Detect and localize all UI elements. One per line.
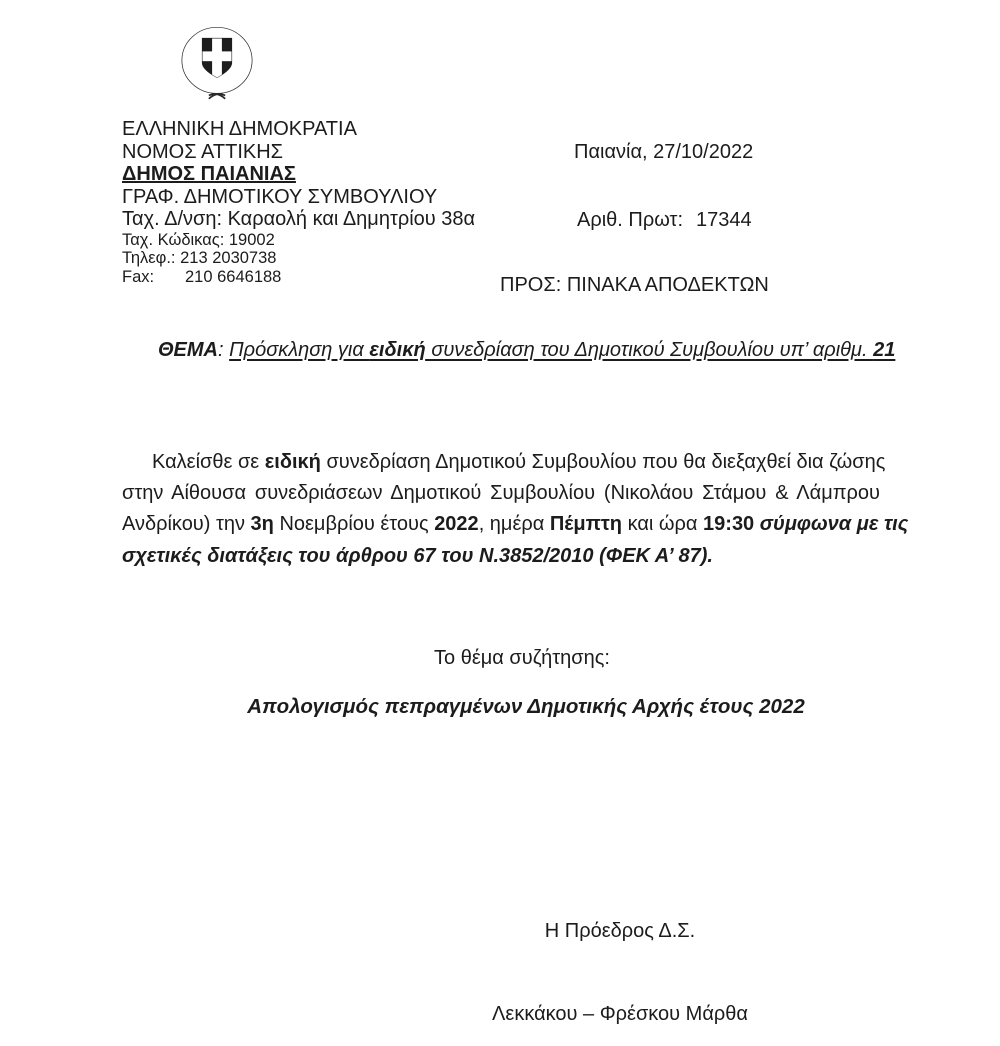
body-paragraph [122,447,909,572]
address-line: Ταχ. Δ/νση: Καραολή και Δημητρίου 38α [122,208,476,231]
fax-value: 210 6646188 [185,267,282,286]
agenda-item-line: Απολογισμός πεπραγμένων Δημοτικής Αρχής έτους 2022 [247,695,805,718]
protocol-value: 17344 [696,209,752,231]
body-line-3: Ανδρίκου) την 3η Νοεμβρίου έτους 2022, ημέρα Πέμπτη και ώρα 19:30 σύμφωνα με τις [122,513,909,536]
agenda-intro-line: Το θέμα συζήτησης: [434,647,610,669]
municipality-line: ΔΗΜΟΣ ΠΑΙΑΝΙΑΣ [122,163,296,186]
recipient-line: ΠΡΟΣ: ΠΙΝΑΚΑ ΑΠΟΔΕΚΤΩΝ [500,274,769,296]
body-line-2: στην Αίθουσα συνεδριάσεων Δημοτικού Συμβουλίου (Νικολάου Στάμου & Λάμπρου [122,482,880,505]
sender-header-block [122,118,475,231]
country-line: ΕΛΛΗΝΙΚΗ ΔΗΜΟΚΡΑΤΙΑ [122,118,357,140]
phone-line: Τηλεφ.: 213 2030738 [122,249,277,268]
fax-line [122,268,281,286]
prefecture-line: ΝΟΜΟΣ ΑΤΤΙΚΗΣ [122,140,284,163]
signature-name: Λεκκάκου – Φρέσκου Μάρθα [492,1003,748,1025]
place-date-line: Παιανία, 27/10/2022 [574,141,754,163]
protocol-label: Αριθ. Πρωτ: [577,209,684,231]
body-line-4: σχετικές διατάξεις του άρθρου 67 του Ν.3852/2010 (ΦΕΚ Α’ 87). [122,544,713,567]
fax-label: Fax: [122,267,155,286]
postal-code-line: Ταχ. Κώδικας: 19002 [122,231,275,249]
subject-line: ΘΕΜΑ: Πρόσκληση για ειδική συνεδρίαση του Δημοτικού Συμβουλίου υπ’ αριθμ. 21 [158,339,896,361]
office-line: ΓΡΑΦ. ΔΗΜΟΤΙΚΟΥ ΣΥΜΒΟΥΛΙΟΥ [122,185,438,208]
greek-coat-of-arms-icon [168,22,266,102]
body-line-1: Καλείσθε σε ειδική συνεδρίαση Δημοτικού Συμβουλίου που θα διεξαχθεί δια ζώσης [152,451,886,473]
protocol-number-line [577,209,752,232]
signature-title: Η Πρόεδρος Δ.Σ. [544,920,696,942]
sender-contact-block [122,231,281,286]
